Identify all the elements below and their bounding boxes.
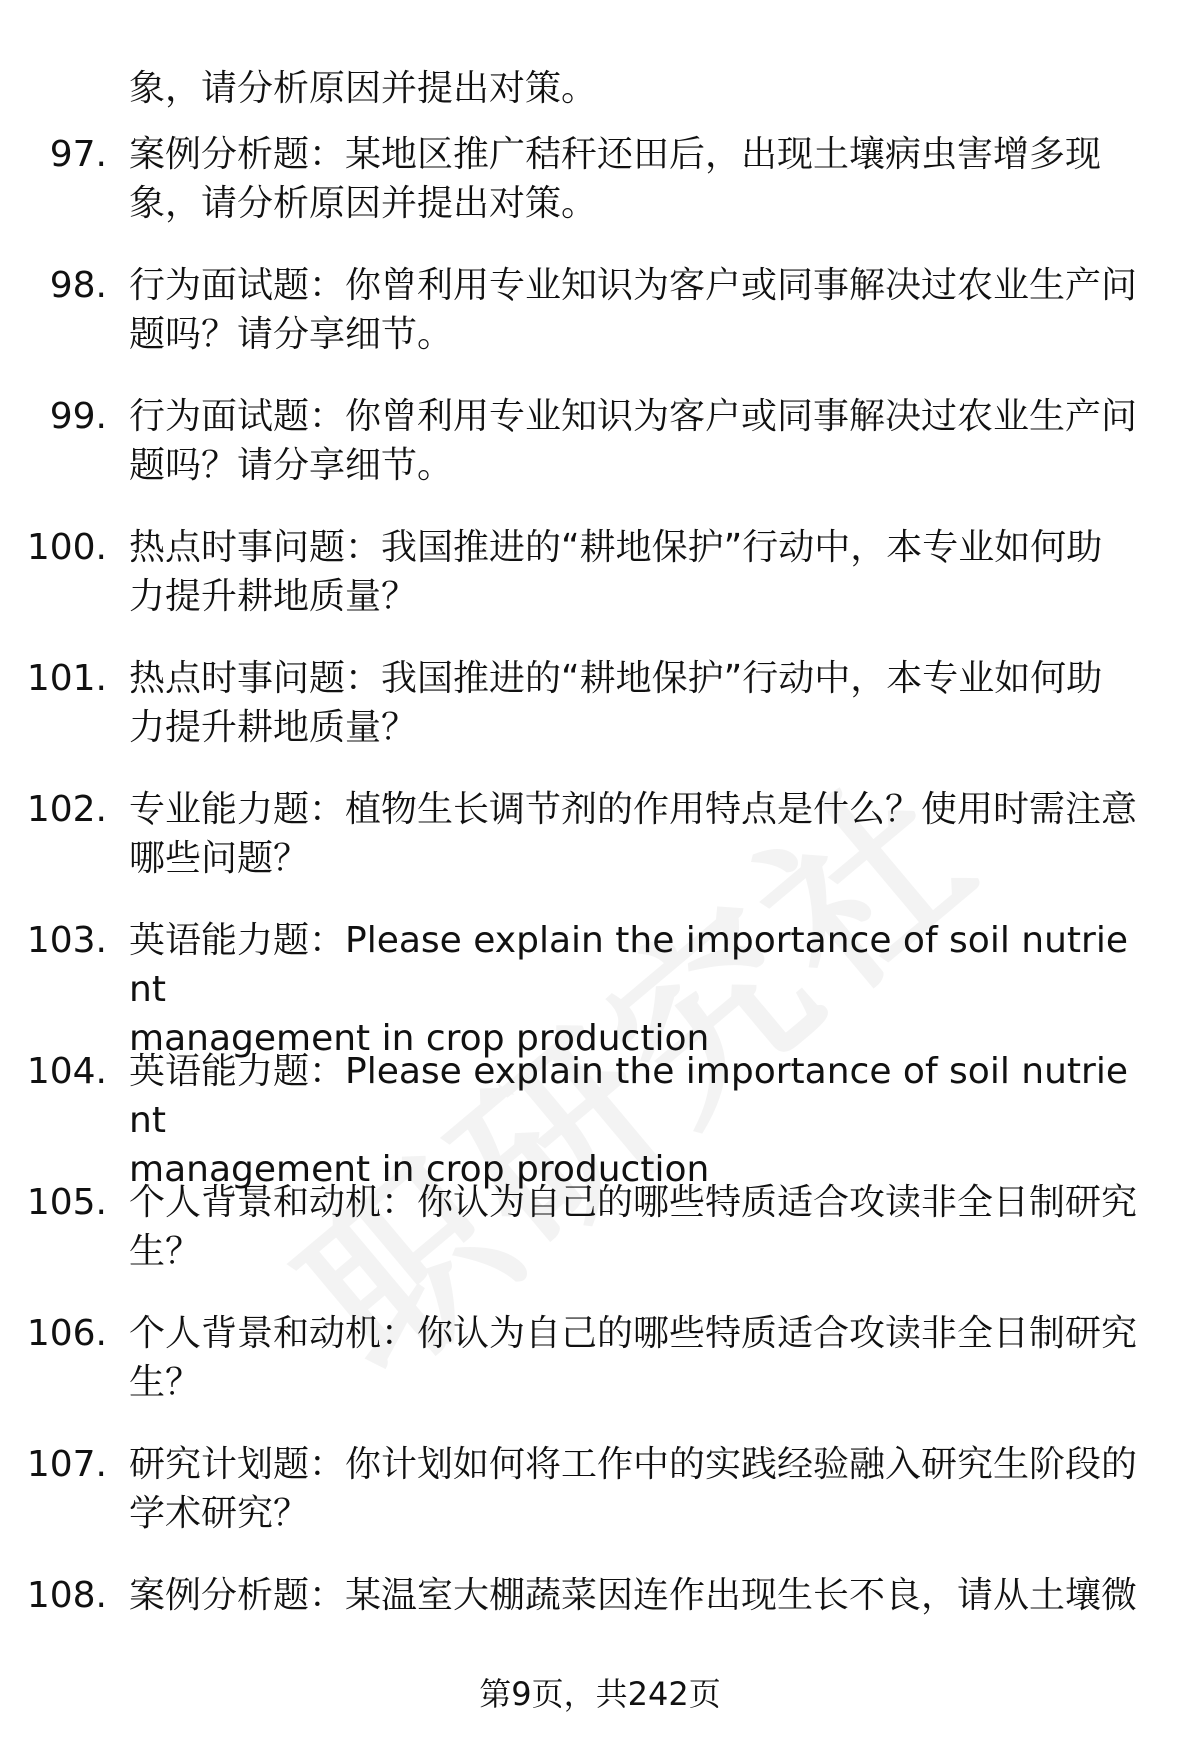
- question-line: 行为面试题：你曾利用专业知识为客户或同事解决过农业生产问: [129, 265, 1138, 306]
- question-number: 98.: [49, 265, 107, 306]
- question-line: 力提升耕地质量？: [129, 707, 418, 748]
- question-line: 案例分析题：某温室大棚蔬菜因连作出现生长不良，请从土壤微: [129, 1575, 1138, 1616]
- question-line: 个人背景和动机：你认为自己的哪些特质适合攻读非全日制研究: [129, 1313, 1138, 1354]
- question-number: 103.: [26, 920, 107, 961]
- question-line: 专业能力题：植物生长调节剂的作用特点是什么？使用时需注意: [129, 789, 1138, 830]
- question-line: management in crop production: [129, 1018, 710, 1059]
- question-text: [129, 1571, 1139, 1620]
- question-text: [129, 261, 1139, 359]
- question-line: 象，请分析原因并提出对策。: [129, 183, 598, 224]
- question-number: 106.: [26, 1313, 107, 1354]
- question-number: 99.: [49, 396, 107, 437]
- question-line: 热点时事问题：我国推进的“耕地保护”行动中，本专业如何助: [129, 658, 1103, 699]
- question-line: 热点时事问题：我国推进的“耕地保护”行动中，本专业如何助: [129, 527, 1103, 568]
- question-text: [129, 916, 1139, 1063]
- question-text: [129, 654, 1139, 752]
- question-number: 101.: [26, 658, 107, 699]
- question-text: [129, 785, 1139, 883]
- question-line: 生？: [129, 1231, 202, 1272]
- question-line: 研究计划题：你计划如何将工作中的实践经验融入研究生阶段的: [129, 1444, 1138, 1485]
- question-text: 象，请分析原因并提出对策。: [129, 68, 598, 109]
- question-number: 100.: [26, 527, 107, 568]
- question-text: [129, 523, 1139, 621]
- question-number: 105.: [26, 1182, 107, 1223]
- question-text: [129, 1178, 1139, 1276]
- question-number: 104.: [26, 1051, 107, 1092]
- question-number: 108.: [26, 1575, 107, 1616]
- question-line: management in crop production: [129, 1149, 710, 1190]
- question-line: 行为面试题：你曾利用专业知识为客户或同事解决过农业生产问: [129, 396, 1138, 437]
- question-number: 107.: [26, 1444, 107, 1485]
- question-line: 哪些问题？: [129, 838, 310, 879]
- question-text: [129, 130, 1139, 228]
- question-line: 题吗？请分享细节。: [129, 445, 454, 486]
- question-text: [129, 1440, 1139, 1538]
- question-line: 生？: [129, 1362, 202, 1403]
- question-text: [129, 1047, 1139, 1194]
- question-line: 英语能力题：Please explain the importance of soil nutrient: [129, 920, 1128, 1010]
- question-line: 学术研究？: [129, 1493, 310, 1534]
- question-line: 个人背景和动机：你认为自己的哪些特质适合攻读非全日制研究: [129, 1182, 1138, 1223]
- question-text: [129, 392, 1139, 490]
- question-line: 案例分析题：某地区推广秸秆还田后，出现土壤病虫害增多现: [129, 134, 1102, 175]
- question-number: 97.: [49, 134, 107, 175]
- page-footer: 第9页，共242页: [479, 1675, 721, 1713]
- question-number: 102.: [26, 789, 107, 830]
- question-line: 题吗？请分享细节。: [129, 314, 454, 355]
- question-text: [129, 1309, 1139, 1407]
- question-line: 力提升耕地质量？: [129, 576, 418, 617]
- question-line: 英语能力题：Please explain the importance of soil nutrient: [129, 1051, 1128, 1141]
